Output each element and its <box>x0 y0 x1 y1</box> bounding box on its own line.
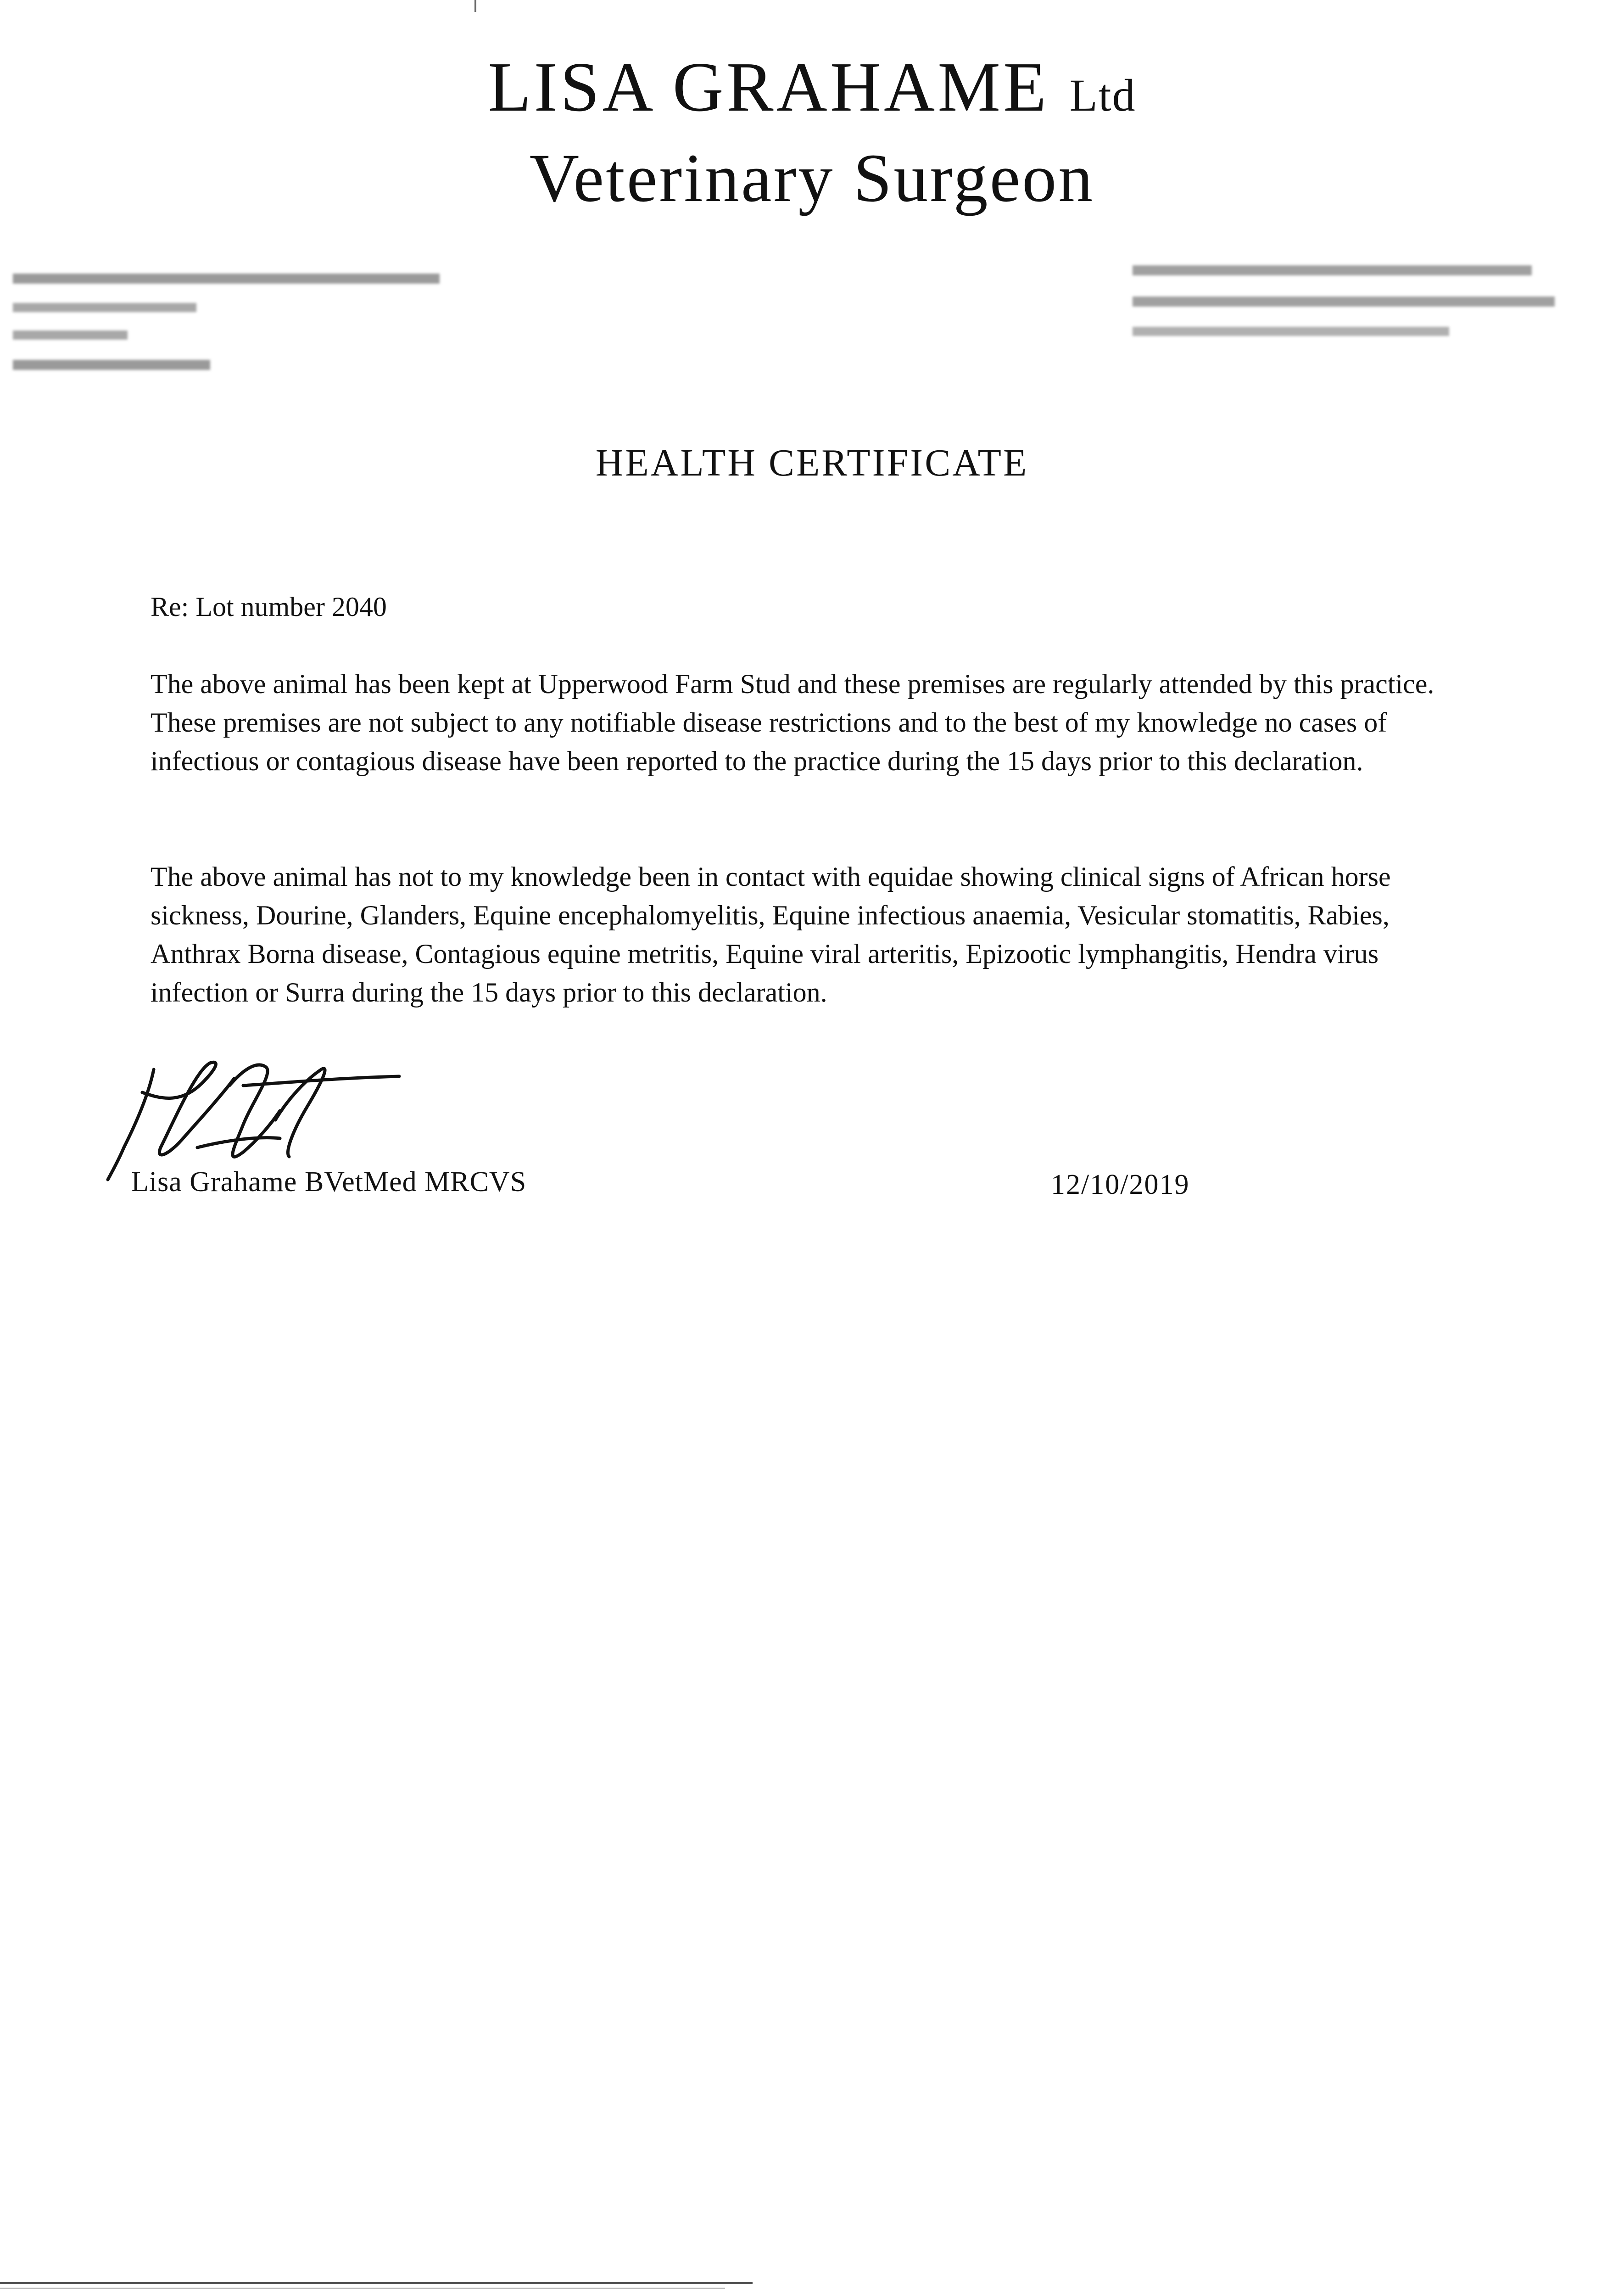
scan-mark <box>474 0 476 12</box>
company-subtitle: Veterinary Surgeon <box>529 140 1095 216</box>
disease-contact-declaration: The above animal has not to my knowledge been in contact with equidae showing clinical signs of African horse sickness, Dourine, Glanders, Equine encephalomyelitis, Equine infectious anaemia, Vesicular stomatitis, Rabies, Anthrax Borna disease, Contagious equine metritis, Equine viral arteritis, Epizootic lymphangitis, Hendra virus infection or Surra during the 15 days prior to this declaration. <box>151 862 1391 1008</box>
signature-date: 12/10/2019 <box>1051 1169 1190 1200</box>
signer-name: Lisa Grahame BVetMed MRCVS <box>131 1166 527 1198</box>
letterhead <box>0 46 1624 219</box>
premises-declaration: The above animal has been kept at Upperwood Farm Stud and these premises are regularly attended by this practice. These premises are not subject to any notifiable disease restrictions and to the best of my knowledge no cases of infectious or contagious disease have been reported to the practice during the 15 days prior to this declaration. <box>151 669 1434 776</box>
company-name <box>0 46 1624 137</box>
company-suffix: Ltd <box>1069 70 1136 121</box>
lot-reference: Re: Lot number 2040 <box>151 592 387 622</box>
scan-edge-line <box>0 2282 753 2284</box>
faded-address-block <box>13 270 453 389</box>
company-name-text: LISA GRAHAME <box>488 48 1049 126</box>
scan-edge-line-secondary <box>0 2288 725 2289</box>
certificate-title: HEALTH CERTIFICATE <box>595 442 1029 484</box>
faded-contact-block <box>1133 258 1564 359</box>
